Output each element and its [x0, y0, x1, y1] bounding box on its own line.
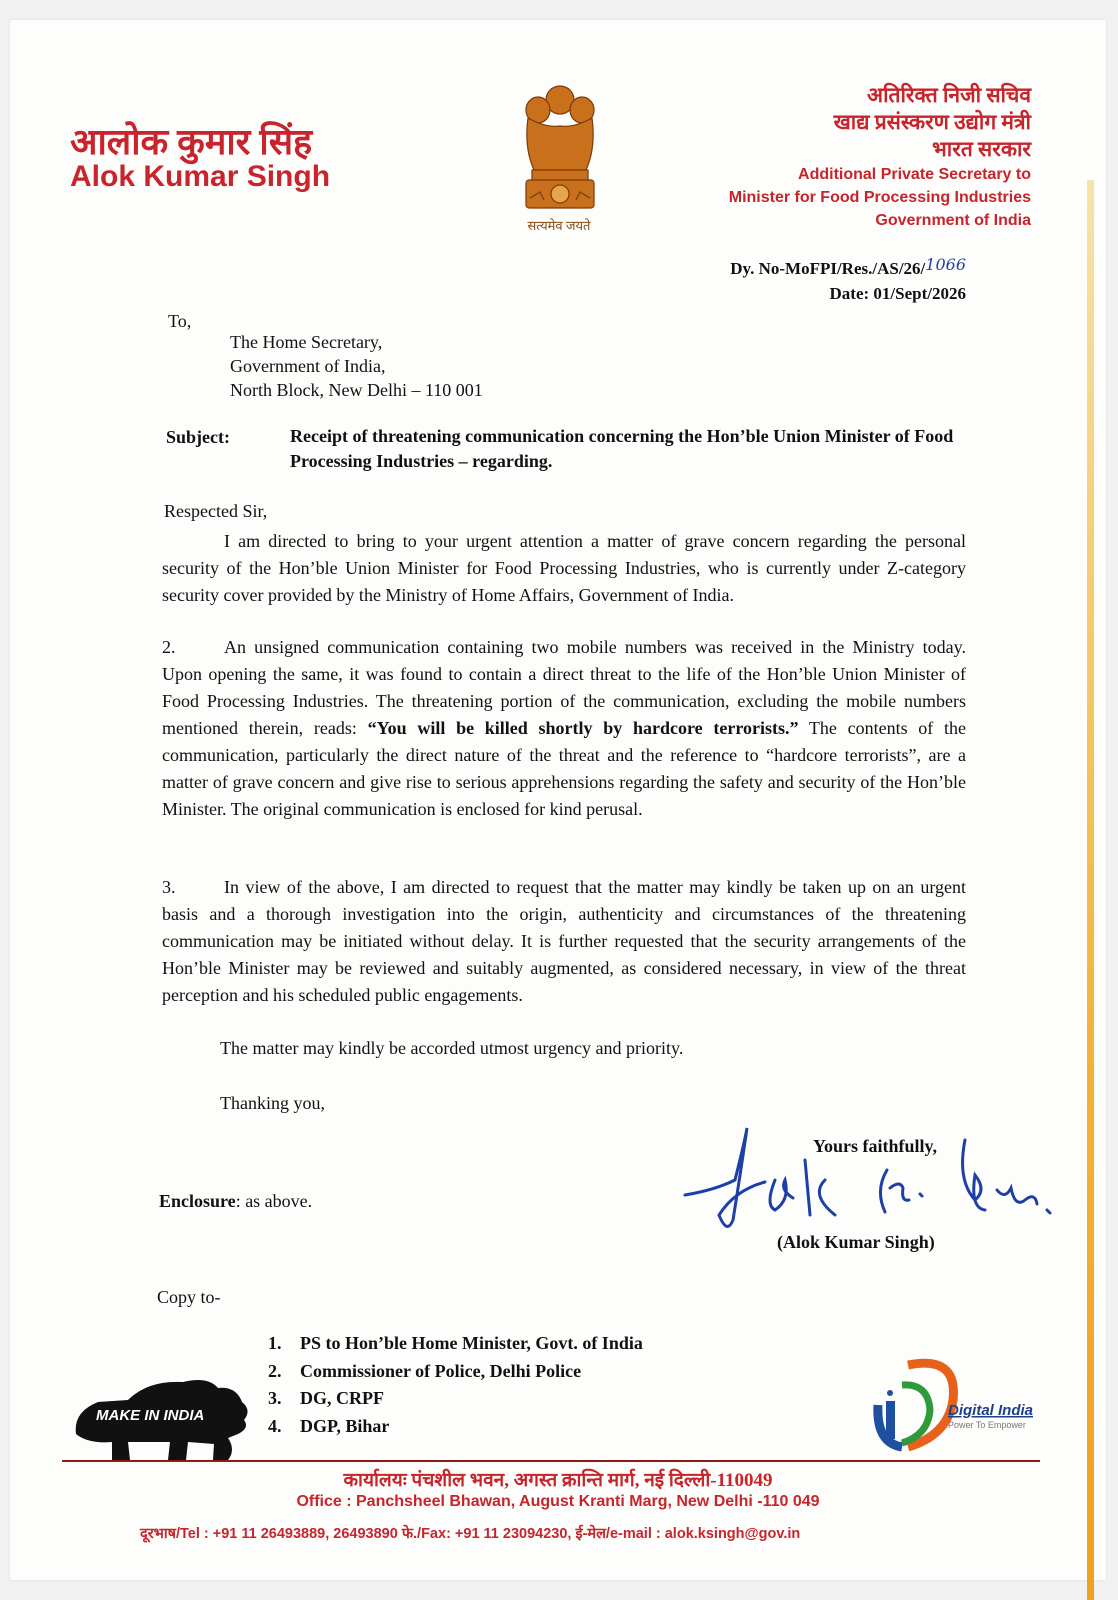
national-emblem-icon [514, 78, 606, 238]
addressee [230, 330, 483, 402]
digital-india-text: Digital India [948, 1402, 1034, 1419]
enclosure-line [159, 1188, 312, 1215]
designation-english-line-1: Additional Private Secretary to [798, 166, 1031, 183]
copy-to-item: 4. DGP, Bihar [268, 1415, 390, 1436]
closing-line: Yours faithfully, [813, 1136, 938, 1156]
sender-name-english: Alok Kumar Singh [70, 160, 331, 193]
paragraph-2-text-a: An unsigned communication containing two mobile numbers was received in the Ministry today. Upon opening the same, it was found to contain a direct threat to the life of the Hon’ble Union Minister of Food Processing Industries. The threatening portion of the communication, excluding the mobile numbers mentioned therein, reads: [162, 637, 966, 738]
contact-details: दूरभाष/Tel : +91 11 26493889, 26493890 फे./Fax: +91 11 23094230, ई-मेल/e-mail : alok.ksingh@gov.in [140, 1526, 801, 1542]
make-in-india-text: MAKE IN INDIA [96, 1407, 205, 1424]
office-address-english: Office : Panchsheel Bhawan, August Kranti Marg, New Delhi -110 049 [296, 1493, 820, 1510]
emblem-motto: सत्यमेव जयते [527, 218, 591, 233]
designation-english-line-2: Minister for Food Processing Industries [728, 189, 1031, 206]
copy-to-item: 1. PS to Hon’ble Home Minister, Govt. of India [268, 1333, 643, 1353]
folder-edge [1087, 180, 1094, 1600]
paragraph-2 [162, 634, 966, 823]
designation-block [691, 82, 1031, 232]
salutation: Respected Sir, [164, 501, 268, 521]
paragraph-2-number: 2. [162, 637, 176, 657]
letter-date: Date: 01/Sept/2026 [829, 284, 966, 303]
paragraph-2-text-b: The contents of the communication, particularly the direct nature of the threat and the reference to “hardcore terrorists”, are a matter of grave concern and give rise to serious apprehensions regarding the safety and security of the Hon’ble Minister. The original communication is enclosed for kind perusal. [162, 718, 966, 819]
address-line-2: Government of India, [230, 356, 386, 376]
make-in-india-logo [68, 1372, 253, 1462]
reference-block [730, 252, 966, 306]
paragraph-3 [162, 874, 966, 1009]
enclosure-text: : as above. [235, 1191, 313, 1211]
copy-to-list [268, 1330, 643, 1440]
digital-india-tagline: Power To Empower [948, 1420, 1026, 1430]
diary-number: Dy. No-MoFPI/Res./AS/26/ [730, 259, 926, 278]
paragraph-3-text: In view of the above, I am directed to request that the matter may kindly be taken up on an urgent basis and a thorough investigation into the origin, authenticity and circumstances of the threatening communication may be initiated without delay. It is further requested that the security arrangements of the Hon’ble Minister may be reviewed and suitably augmented, as considered necessary, in view of the threat perception and his scheduled public engagements. [162, 877, 966, 1005]
to-label: To, [168, 311, 192, 331]
copy-to-label: Copy to- [157, 1287, 221, 1307]
enclosure-label: Enclosure [159, 1191, 236, 1211]
thanking-line: Thanking you, [220, 1093, 325, 1113]
paragraph-1: I am directed to bring to your urgent attention a matter of grave concern regarding the personal security of the Hon’ble Union Minister for Food Processing Industries, who is currently under Z-category security cover provided by the Ministry of Home Affairs, Government of India. [162, 531, 966, 605]
designation-hindi-line-2: खाद्य प्रसंस्करण उद्योग मंत्री [833, 110, 1031, 134]
footer-rule [62, 1460, 1040, 1462]
copy-to-item: 2. Commissioner of Police, Delhi Police [268, 1360, 582, 1381]
digital-india-logo [868, 1355, 1048, 1455]
letter-sheet [10, 20, 1106, 1580]
paragraph-3-number: 3. [162, 877, 176, 897]
designation-english-line-3: Government of India [875, 212, 1031, 229]
address-line-1: The Home Secretary, [230, 332, 383, 352]
threat-quote: “You will be killed shortly by hardcore terrorists.” [367, 718, 799, 738]
signatory-name: (Alok Kumar Singh) [777, 1232, 935, 1252]
address-line-3: North Block, New Delhi – 110 001 [230, 380, 483, 400]
designation-hindi-line-1: अतिरिक्त निजी सचिव [867, 83, 1031, 107]
sender-name-hindi: आलोक कुमार सिंह [70, 122, 313, 162]
urgency-line: The matter may kindly be accorded utmost urgency and priority. [220, 1038, 684, 1058]
designation-hindi-line-3: भारत सरकार [932, 137, 1031, 161]
diary-number-handwritten: 1066 [925, 255, 966, 274]
subject-label: Subject: [166, 427, 230, 447]
office-address-hindi: कार्यालयः पंचशील भवन, अगस्त क्रान्ति मार्ग, नई दिल्ली-110049 [343, 1470, 773, 1491]
subject-text: Receipt of threatening communication concerning the Hon’ble Union Minister of Food Processing Industries – regarding. [290, 426, 954, 471]
copy-to-item: 3. DG, CRPF [268, 1388, 384, 1408]
